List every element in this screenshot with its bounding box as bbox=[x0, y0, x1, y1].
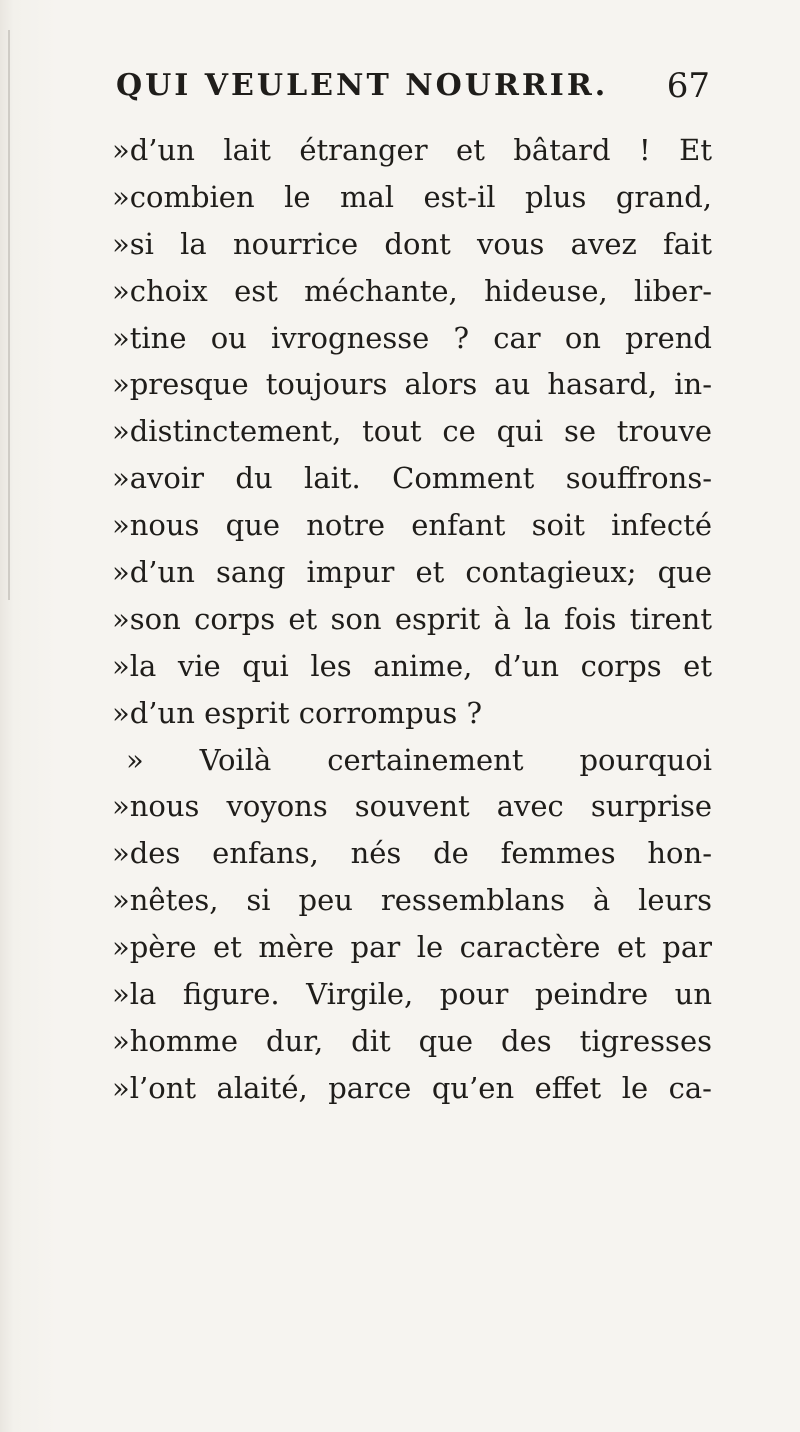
text-line: »des enfans, nés de femmes hon- bbox=[112, 836, 712, 871]
page-number: 67 bbox=[666, 66, 710, 106]
text-line: »choix est méchante, hideuse, liber- bbox=[112, 273, 712, 308]
text-line: »distinctement, tout ce qui se trouve bbox=[112, 414, 712, 449]
text-line: »d’un lait étranger et bâtard ! Et bbox=[112, 133, 712, 167]
text-line: » Voilà certainement pourquoi bbox=[126, 742, 712, 777]
text-line: »l’ont alaité, parce qu’en effet le ca- bbox=[112, 1070, 712, 1105]
running-title: QUI VEULENT NOURRIR. bbox=[116, 68, 609, 103]
text-line: »tine ou ivrognesse ? car on prend bbox=[112, 320, 712, 355]
text-line: »homme dur, dit que des tigresses bbox=[112, 1023, 712, 1058]
text-line: »nous que notre enfant soit infecté bbox=[112, 508, 712, 543]
text-line: »avoir du lait. Comment souffrons- bbox=[112, 461, 712, 496]
text-line: »père et mère par le caractère et par bbox=[112, 930, 712, 965]
text-line: »presque toujours alors au hasard, in- bbox=[112, 367, 712, 402]
text-line: »d’un esprit corrompus ? bbox=[112, 695, 482, 730]
gutter-shadow bbox=[8, 30, 10, 600]
text-line: »nêtes, si peu ressemblans à leurs bbox=[112, 883, 712, 918]
page-header bbox=[116, 66, 710, 116]
body-text bbox=[112, 127, 712, 1112]
text-line: »combien le mal est-il plus grand, bbox=[112, 179, 712, 214]
text-line: »son corps et son esprit à la fois tirent bbox=[112, 601, 712, 636]
text-line: »d’un sang impur et contagieux; que bbox=[112, 555, 712, 590]
text-line: »nous voyons souvent avec surprise bbox=[112, 789, 712, 824]
text-line: »la figure. Virgile, pour peindre un bbox=[112, 977, 712, 1012]
text-line: »la vie qui les anime, d’un corps et bbox=[112, 648, 712, 683]
text-line: »si la nourrice dont vous avez fait bbox=[112, 226, 712, 261]
